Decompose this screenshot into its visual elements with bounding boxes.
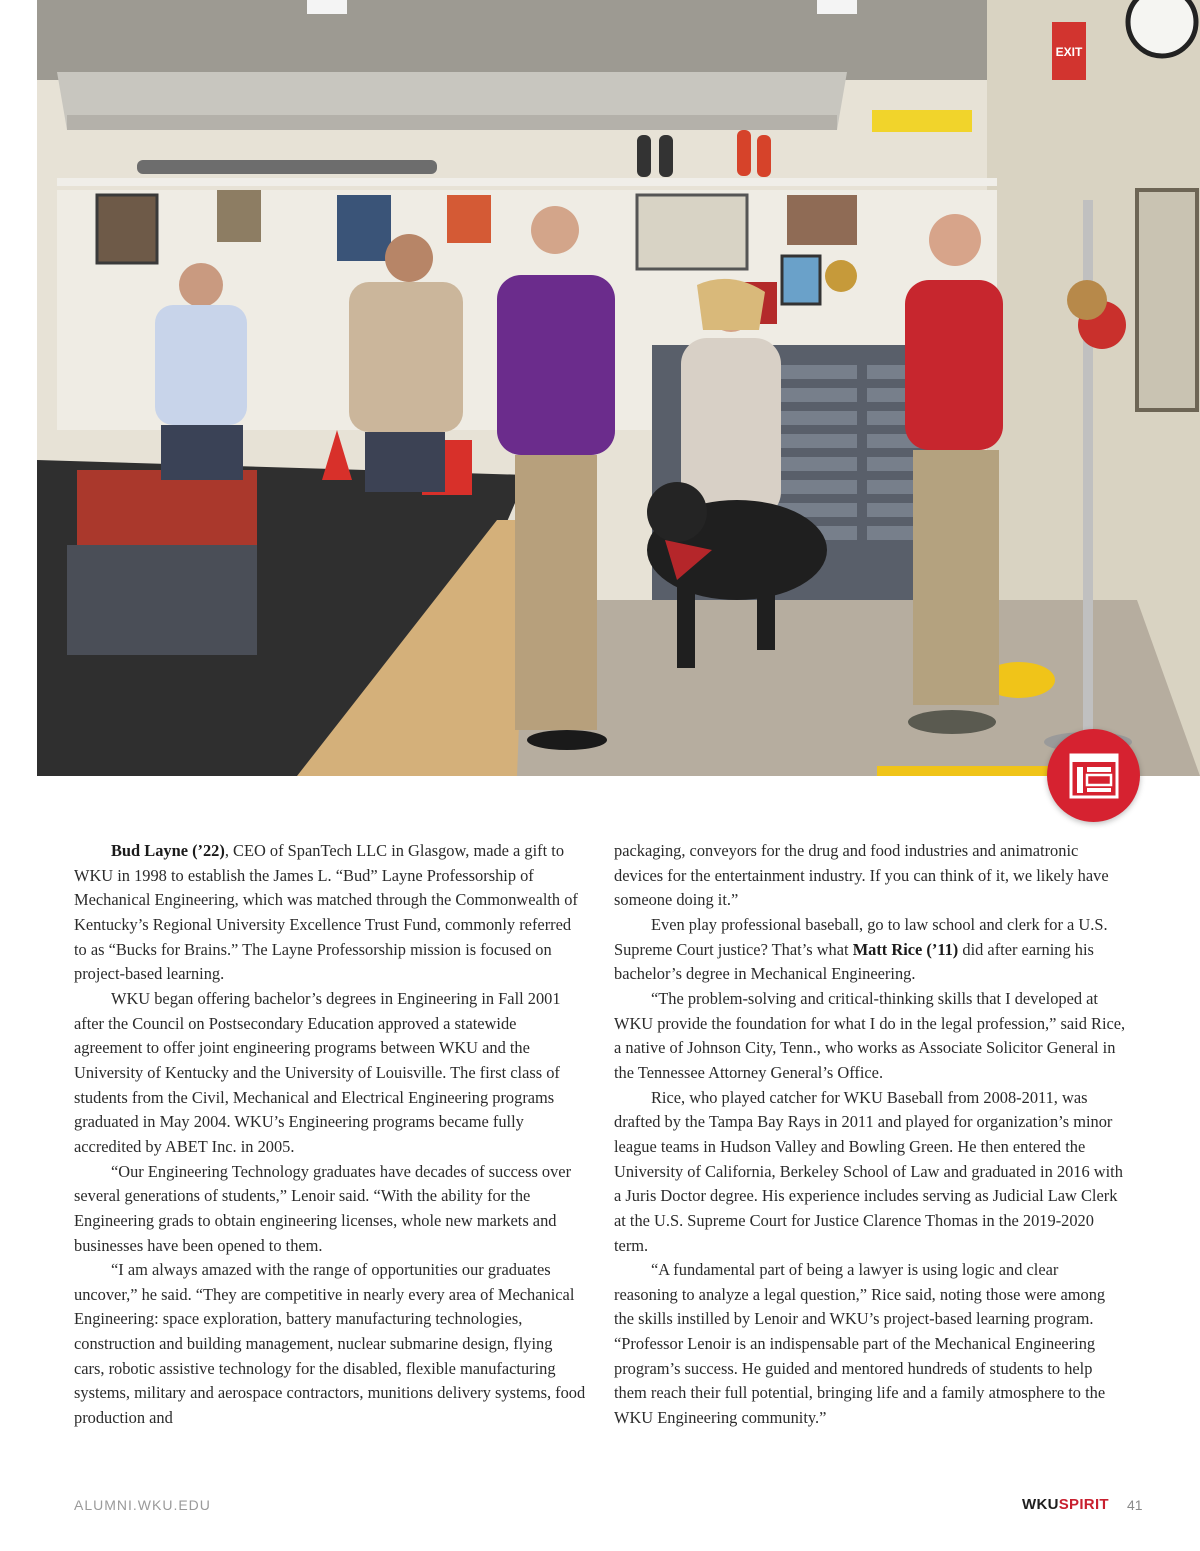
paragraph-text: WKU began offering bachelor’s degrees in Engineering in Fall 2001 after the Council on Postsecondary Education approved a statewide agreement to offer joint engineering programs between WKU and the University of Kentucky and the University of Louisville. The first class of students from the Civil, Mechanical and Electrical Engineering programs graduated in May 2004. WKU’s Engineering programs became fully accredited by ABET Inc. in 2005.	[74, 988, 561, 1156]
exit-sign-text: EXIT	[1055, 45, 1083, 59]
article-paragraph	[74, 1258, 586, 1431]
footer-url: ALUMNI.WKU.EDU	[74, 1497, 211, 1513]
article-paragraph	[74, 987, 586, 1160]
wall-clock	[1128, 0, 1196, 56]
article-paragraph	[614, 1258, 1126, 1431]
bold-name: Matt Rice (’11)	[852, 939, 959, 959]
footer-brand-wku: WKU	[1022, 1496, 1059, 1513]
article-paragraph	[614, 913, 1126, 987]
article-icon	[1069, 753, 1119, 799]
article-badge	[1047, 729, 1140, 822]
photo-illustration	[37, 0, 1200, 776]
bold-name: Bud Layne (’22)	[111, 841, 225, 860]
paragraph-text: , CEO of SpanTech LLC in Glasgow, made a gift to WKU in 1998 to establish the James L. “Bud” Layne Professorship of Mechanical Engineering, which was matched through the Commonwealth of Kentucky’s Regional University Excellence Trust Fund, commonly referred to as “Bucks for Brains.” The Layne Professorship mission is focused on project-based learning.	[74, 841, 578, 984]
article-paragraph	[614, 839, 1126, 913]
article-paragraph	[74, 1160, 586, 1259]
paragraph-text: “Our Engineering Technology graduates have decades of success over several generations of students,” Lenoir said. “With the ability for the Engineering grads to obtain engineering licenses, whole new markets and businesses have been opened to them.	[74, 1161, 572, 1255]
paragraph-text: Even play professional baseball, go to law school and clerk for a U.S. Supreme Court justice? That’s what	[614, 914, 1108, 959]
paragraph-text: “A fundamental part of being a lawyer is using logic and clear reasoning to analyze a legal question,” Rice said, noting those were among the skills instilled by Lenoir and WKU’s project-based learning program. “Professor Lenoir is an indispensable part of the Mechanical Engineering program’s success. He guided and mentored hundreds of students to help them reach their full potential, bringing life and a family atmosphere to the WKU Engineering community.”	[614, 1260, 1106, 1428]
article-paragraph	[614, 987, 1126, 1086]
paragraph-text: packaging, conveyors for the drug and food industries and animatronic devices for the entertainment industry. If you can think of it, we likely have someone doing it.”	[614, 841, 1109, 910]
article-column-left	[74, 839, 586, 1431]
article-paragraph	[74, 839, 586, 987]
paragraph-text: did after earning his bachelor’s degree in Mechanical Engineering.	[614, 939, 1094, 984]
page-number: 41	[1127, 1497, 1143, 1513]
article-column-right	[614, 839, 1126, 1431]
paragraph-text: “The problem-solving and critical-thinking skills that I developed at WKU provide the foundation for what I do in the legal profession,” said Rice, a native of Johnson City, Tenn., who works as Associate Solicitor General in the Tennessee Attorney General’s Office.	[614, 988, 1126, 1082]
paragraph-text: Rice, who played catcher for WKU Baseball from 2008-2011, was drafted by the Tampa Bay Rays in 2011 and played for organization’s minor league teams in Hudson Valley and Bowling Green. He then entered the University of California, Berkeley School of Law and graduated in 2016 with a Juris Doctor degree. His experience includes serving as Judicial Law Clerk at the U.S. Supreme Court for Justice Clarence Thomas in the 2019-2020 term.	[614, 1087, 1123, 1255]
footer-brand	[1022, 1496, 1109, 1513]
article-paragraph	[614, 1086, 1126, 1259]
article-photo	[37, 0, 1200, 776]
footer-brand-spirit: SPIRIT	[1058, 1496, 1109, 1513]
paragraph-text: “I am always amazed with the range of opportunities our graduates uncover,” he said. “They are competitive in nearly every area of Mechanical Engineering: space exploration, battery manufacturing technologies, construction and building management, nuclear submarine design, flying cars, robotic assistive technology for the disabled, flexible manufacturing systems, military and aerospace contractors, munitions delivery systems, food production and	[74, 1260, 586, 1428]
